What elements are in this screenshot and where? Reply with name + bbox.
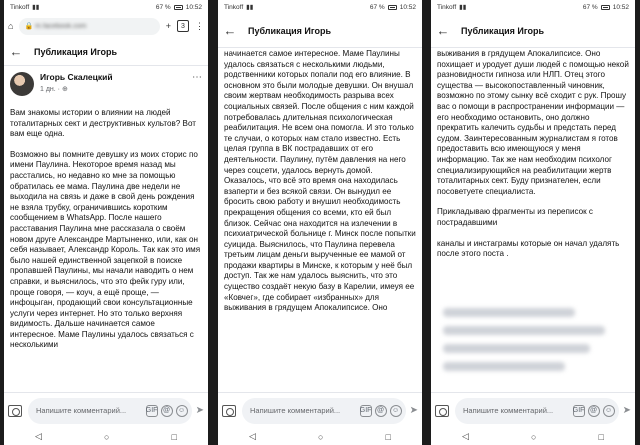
mention-button[interactable]: @ — [161, 405, 173, 417]
nav-back-icon[interactable]: ◁ — [462, 431, 469, 441]
page-header — [4, 38, 208, 66]
page-title: Публикация Игорь — [461, 25, 545, 36]
phone-screen-3 — [431, 0, 635, 445]
redacted-link — [443, 326, 605, 335]
battery-label: 67 % — [369, 3, 385, 11]
page-header — [218, 14, 422, 48]
battery-icon — [174, 5, 183, 10]
signal-icon: ▮▮ — [459, 4, 467, 11]
send-icon[interactable]: ➤ — [195, 405, 204, 416]
send-icon[interactable]: ➤ — [622, 405, 631, 416]
phone-screen-1 — [4, 0, 208, 445]
time-label: 10:52 — [612, 3, 629, 11]
post-paragraph: выживания в грядущем Апокалипсисе. Оно похищает и уродует души людей с помощью некой разновидности гипноза или НЛП. Отец этого существа — высокопоставленный чиновник, возможно по этому сынку всё сходит с рук. Прошу вас о помощи в распространении информации — его необходимо остановить, оно должно прекратить калечить судьбы и предстать перед судом. Заинтересованным журналистам я готов предоставить всю имеющуюся у меня информацию. Так же нам необходим психолог специализирующийся на реабилитации жертв тоталитарных сект. Буду признателен, если посоветуете специалиста. — [437, 49, 629, 196]
nav-back-icon[interactable]: ◁ — [35, 431, 42, 441]
redacted-link — [443, 308, 575, 317]
browser-toolbar — [4, 14, 208, 38]
post-author-block — [10, 72, 202, 104]
page-header — [431, 14, 635, 48]
post-text — [10, 108, 203, 391]
time-label: 10:52 — [399, 3, 416, 11]
system-nav-bar — [431, 428, 635, 445]
carrier-label: Tinkoff — [224, 3, 244, 11]
redacted-link — [443, 362, 565, 371]
avatar[interactable] — [10, 72, 34, 96]
status-bar — [4, 0, 208, 14]
comment-bar — [218, 392, 422, 428]
nav-home-icon[interactable]: ○ — [318, 431, 324, 442]
comment-bar — [431, 392, 635, 428]
signal-icon: ▮▮ — [246, 4, 254, 11]
url-text: m.facebook.com — [35, 22, 87, 30]
gif-button[interactable]: GIF — [146, 405, 158, 417]
nav-home-icon[interactable]: ○ — [104, 431, 110, 442]
status-bar — [218, 0, 422, 14]
post-text — [224, 49, 417, 391]
post-paragraph: Возможно вы помните девушку из моих сторис по имени Паулина. Некоторое время назад мы расстались, но недавно ко мне за помощью обратилась ее мама. Паулина две недели не выходила на связь и даже в свой день рождения не взяла трубку, ограничившись коротким сообщением в WhatsApp. После нашего расставания Паулина мне рассказала о своём новом друге Александре Мартыненко, или, как он себя называет, Александр Король. Так как это имя было нашей единственной зацепкой в поиске пропавшей Паулины, мы начали наводить о нем справки, и выяснилось, что это фейк гуру или, проще говоря, — коуч, а ещё проще, — инфоцыган, продающий свои консультационные услуги через интернет. Но это только верхняя видимость. Дальше начинается самое интересное. Маме Паулины удалось связаться с несколькими — [10, 149, 201, 350]
page-title: Публикация Игорь — [34, 46, 118, 57]
post-meta: 1 дн. · ⊕ — [40, 86, 68, 93]
emoji-icon[interactable]: ☺ — [176, 405, 188, 417]
battery-label: 67 % — [582, 3, 598, 11]
redacted-link — [443, 344, 590, 353]
send-icon[interactable]: ➤ — [409, 405, 418, 416]
menu-icon[interactable]: ⋮ — [195, 20, 204, 31]
carrier-label: Tinkoff — [437, 3, 457, 11]
post-paragraph: Вам знакомы истории о влиянии на людей тоталитарных сект и деструктивных культов? Вот вам еще одна. — [10, 108, 196, 139]
page-title: Публикация Игорь — [248, 25, 332, 36]
comment-bar — [4, 392, 208, 428]
mention-button[interactable]: @ — [588, 405, 600, 417]
back-arrow-icon[interactable]: ← — [436, 23, 450, 38]
camera-icon[interactable] — [222, 405, 236, 417]
url-field[interactable] — [19, 18, 159, 35]
status-bar — [431, 0, 635, 14]
nav-back-icon[interactable]: ◁ — [249, 431, 256, 441]
home-icon[interactable]: ⌂ — [8, 21, 14, 31]
more-options-icon[interactable]: ⋯ — [192, 72, 202, 83]
comment-input[interactable] — [28, 398, 192, 424]
camera-icon[interactable] — [435, 405, 449, 417]
tabs-button[interactable]: 3 — [177, 20, 189, 32]
back-arrow-icon[interactable]: ← — [9, 44, 23, 59]
emoji-icon[interactable]: ☺ — [603, 405, 615, 417]
gif-button[interactable]: GIF — [573, 405, 585, 417]
comment-placeholder: Напишите комментарий... — [250, 406, 341, 415]
lock-icon: 🔒 — [24, 23, 36, 30]
signal-icon: ▮▮ — [32, 4, 40, 11]
post-paragraph: Прикладываю фрагменты из переписок с пострадавшими — [437, 207, 593, 227]
emoji-icon[interactable]: ☺ — [390, 405, 402, 417]
battery-label: 67 % — [155, 3, 171, 11]
author-name[interactable]: Игорь Скалецкий — [40, 72, 113, 82]
nav-recent-icon[interactable]: □ — [385, 431, 391, 442]
system-nav-bar — [218, 428, 422, 445]
mention-button[interactable]: @ — [375, 405, 387, 417]
camera-icon[interactable] — [8, 405, 22, 417]
post-paragraph: начинается самое интересное. Маме Паулины удалось связаться с несколькими людьми, родственники которых попали под его влияние. В основном это были молодые девушки. Он внушал своим жертвам необходимость разрыва всех социальных связей. После общения с ним каждой потребовалась длительная психологическая реабилитация. Не всем она помогла. И это только те случаи, о которых нам стало известно. Есть целая группа в ВК пострадавших от его деятельности. Паулину, путём давления на него через соцсети, удалось вернуть домой. Оказалось, что всё это время она находилась взаперти и без всякой связи. Он вынудил ее бросить свою работу и внушил необходимость прекращения общения со всеми, кто ей был близок. Сейчас она находится на излечении в психиатрической больнице г. Минск после попытки суицида. Выяснилось, что Паулина перевела третьим лицам деньги вырученные ее мамой от продажи квартиры в Минске, к которым у неё был доступ. Так же нам удалось выяснить, что это существо создаёт некую базу в Карелии, имеуя ее «Ковчег», где собирает «избранных» для выживания в грядущем Апокалипсисе. Оно — [224, 49, 416, 313]
post-text — [437, 49, 630, 391]
nav-recent-icon[interactable]: □ — [171, 431, 177, 442]
nav-recent-icon[interactable]: □ — [598, 431, 604, 442]
gif-button[interactable]: GIF — [360, 405, 372, 417]
comment-input[interactable] — [455, 398, 619, 424]
nav-home-icon[interactable]: ○ — [531, 431, 537, 442]
comment-placeholder: Напишите комментарий... — [463, 406, 554, 415]
phone-screen-2 — [218, 0, 422, 445]
new-tab-icon[interactable]: + — [165, 21, 171, 31]
comment-placeholder: Напишите комментарий... — [36, 406, 127, 415]
back-arrow-icon[interactable]: ← — [223, 23, 237, 38]
time-label: 10:52 — [185, 3, 202, 11]
comment-input[interactable] — [242, 398, 406, 424]
carrier-label: Tinkoff — [10, 3, 30, 11]
system-nav-bar — [4, 428, 208, 445]
post-paragraph: каналы и инстаграмы которые он начал удалять после этого поста . — [437, 238, 620, 259]
battery-icon — [601, 5, 610, 10]
battery-icon — [388, 5, 397, 10]
